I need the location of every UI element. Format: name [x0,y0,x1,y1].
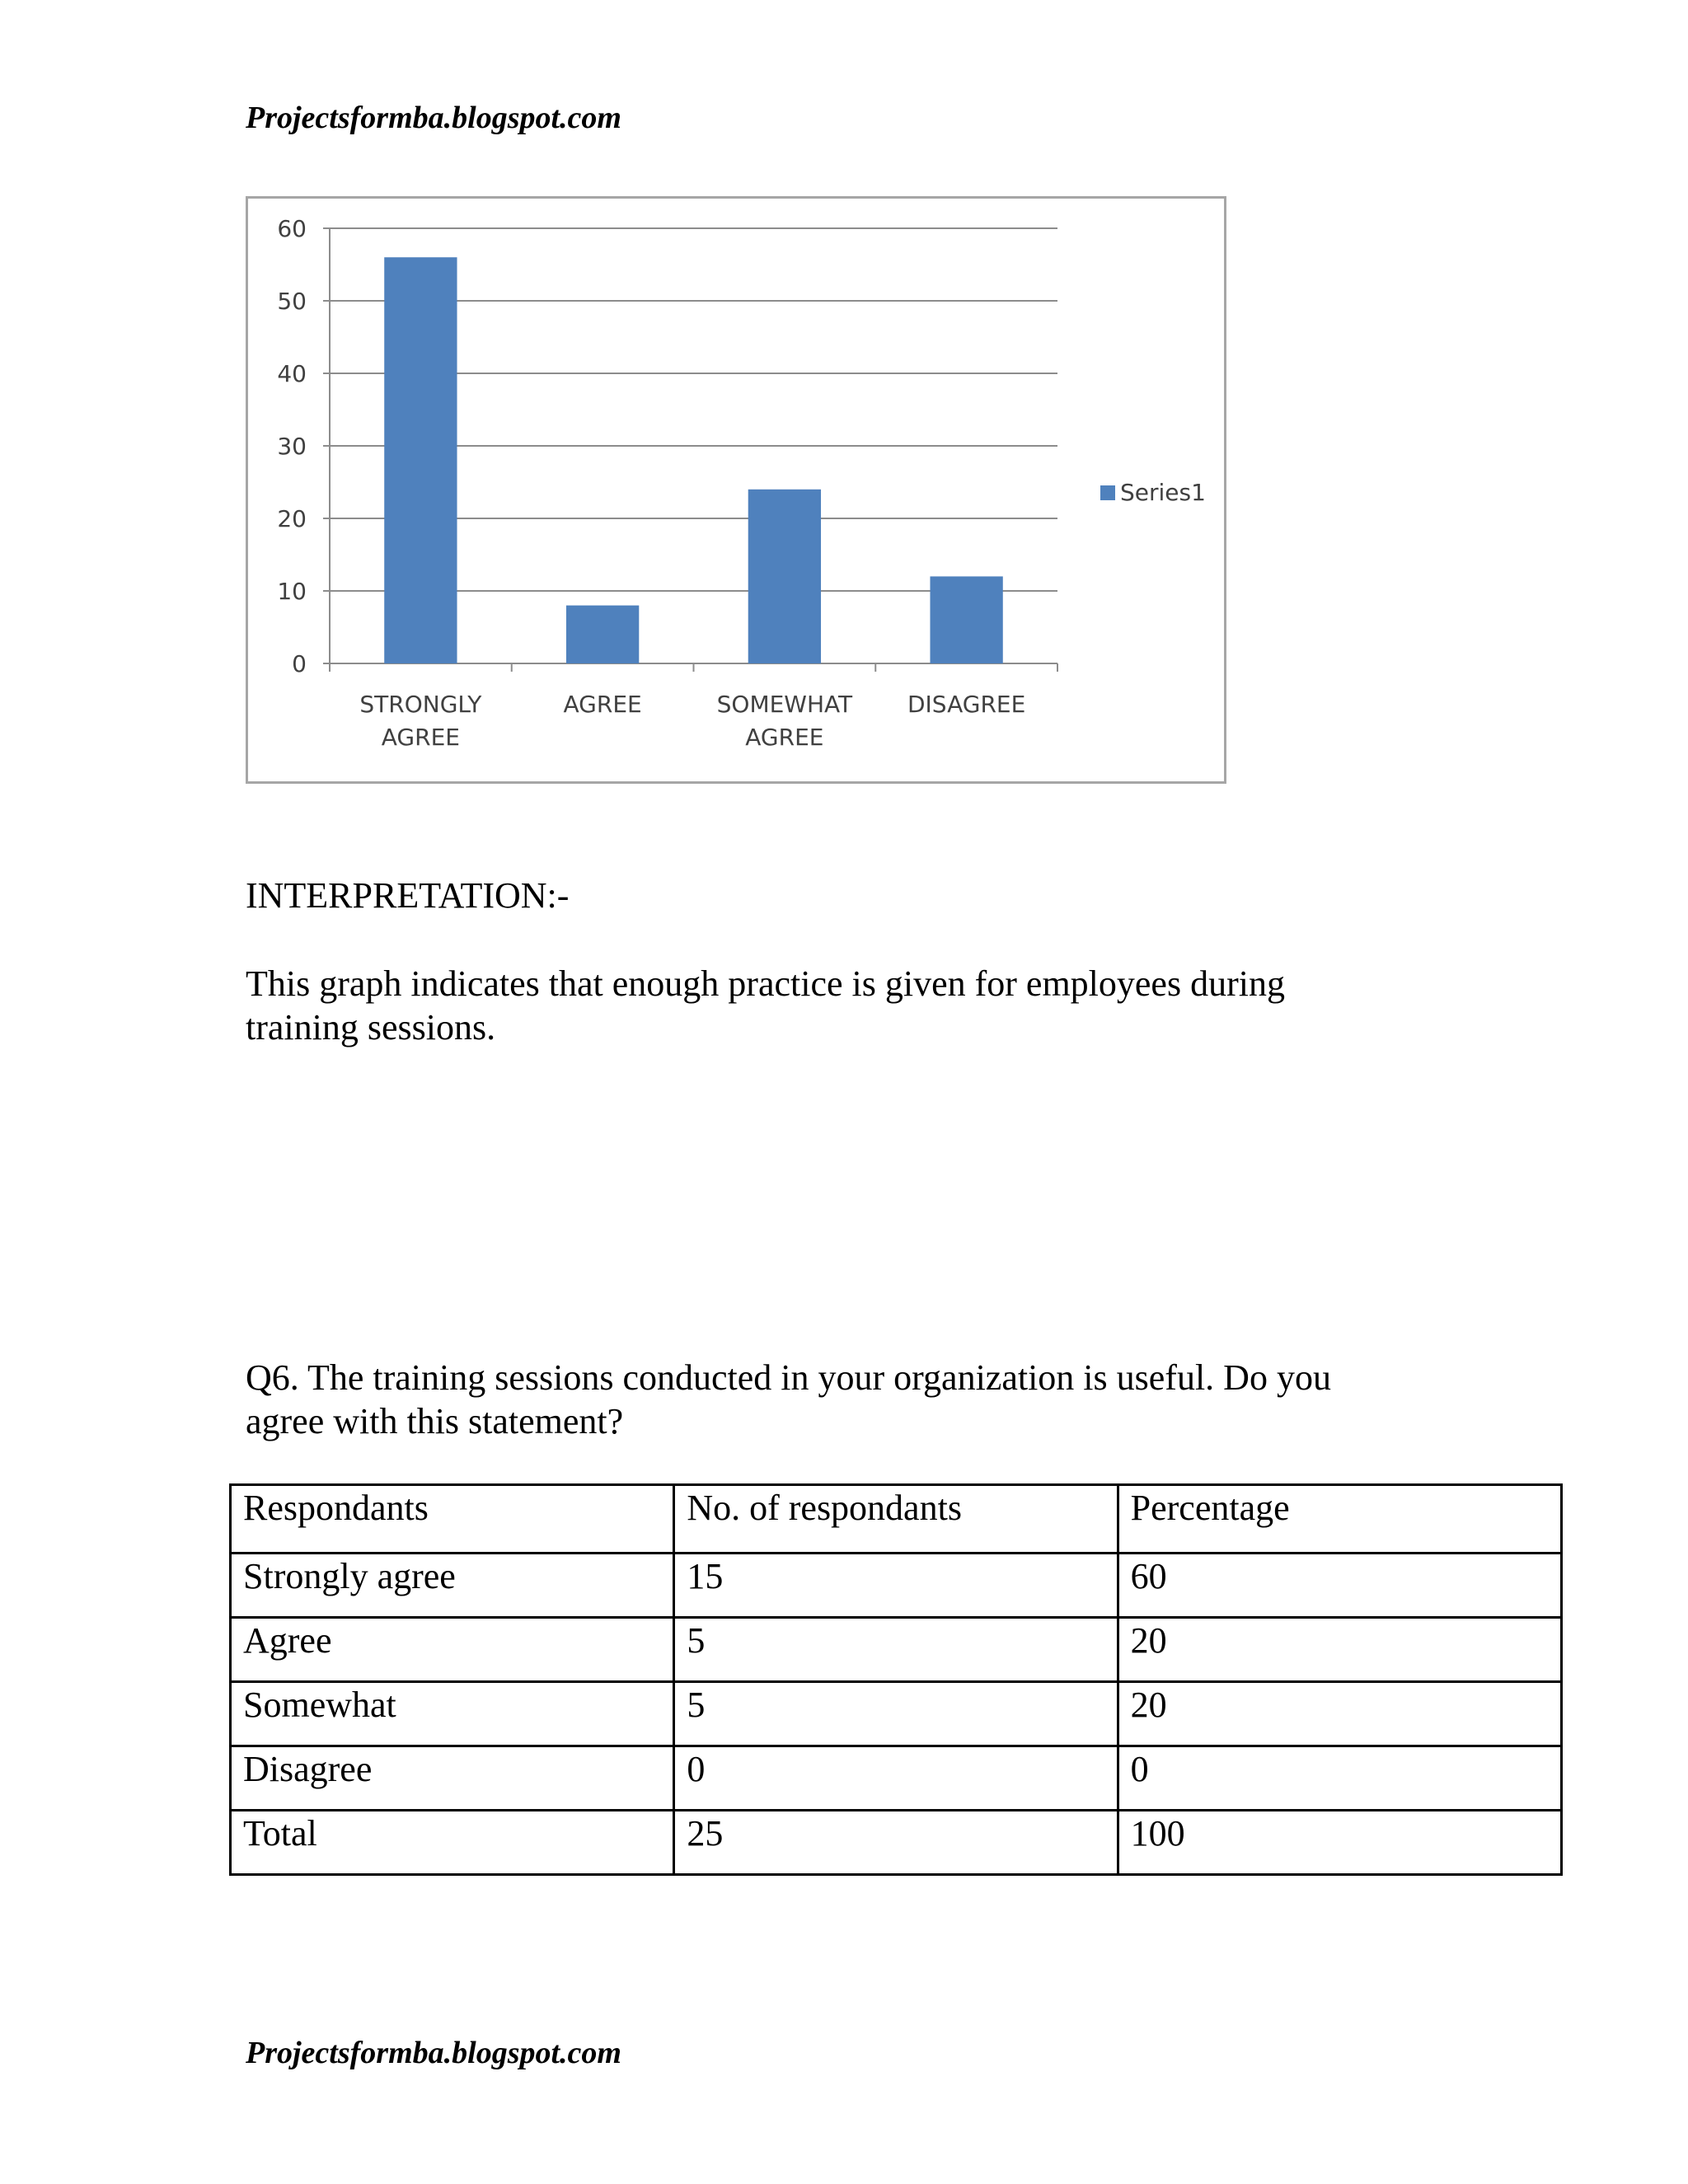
x-category-label: AGREE [745,724,824,751]
bar [930,576,1002,663]
table-cell: 0 [674,1746,1118,1811]
bar [384,257,457,663]
table-header-row [231,1485,1562,1554]
legend-label: Series1 [1120,479,1206,506]
question-line-2: agree with this statement? [246,1401,624,1441]
table-cell: 60 [1118,1554,1561,1618]
legend-swatch [1100,485,1115,500]
table-cell: 20 [1118,1682,1561,1746]
table-cell: Agree [231,1618,674,1682]
table-cell: 15 [674,1554,1118,1618]
y-tick-label: 60 [277,215,307,242]
bar [566,606,639,663]
table-cell: Somewhat [231,1682,674,1746]
table-cell: 5 [674,1618,1118,1682]
table-cell: 0 [1118,1746,1561,1811]
footer-site-name: Projectsformba.blogspot.com [246,2036,621,2070]
table-row [231,1682,1562,1746]
table-row [231,1811,1562,1875]
table-cell: 5 [674,1682,1118,1746]
interpretation-line-2: training sessions. [246,1007,496,1047]
header-site-name: Projectsformba.blogspot.com [246,101,621,135]
table-cell: 20 [1118,1618,1561,1682]
question-q6 [246,1356,1449,1443]
y-tick-label: 30 [277,433,307,460]
interpretation-text [246,962,1449,1049]
interpretation-heading: INTERPRETATION:- [246,875,570,916]
table-cell: Strongly agree [231,1554,674,1618]
y-tick-label: 0 [292,650,307,677]
table-row [231,1618,1562,1682]
x-category-label: STRONGLY [359,691,482,718]
interpretation-line-1: This graph indicates that enough practice is given for employees during [246,963,1285,1004]
x-category-label: SOMEWHAT [716,691,853,718]
y-tick-label: 20 [277,505,307,532]
y-tick-label: 10 [277,578,307,605]
table-cell: 100 [1118,1811,1561,1875]
table-header-cell: No. of respondants [674,1485,1118,1554]
y-tick-label: 40 [277,360,307,387]
x-category-label: AGREE [381,724,460,751]
table-row [231,1554,1562,1618]
chart-svg [248,199,1224,781]
table-row [231,1746,1562,1811]
table-cell: Total [231,1811,674,1875]
bar-chart [246,196,1226,784]
bar [748,490,821,663]
question-line-1: Q6. The training sessions conducted in your organization is useful. Do you [246,1357,1331,1398]
x-category-label: DISAGREE [907,691,1026,718]
table-header-cell: Respondants [231,1485,674,1554]
respondents-table [229,1483,1563,1876]
table-cell: Disagree [231,1746,674,1811]
table-cell: 25 [674,1811,1118,1875]
x-category-label: AGREE [563,691,642,718]
table-header-cell: Percentage [1118,1485,1561,1554]
y-tick-label: 50 [277,288,307,315]
